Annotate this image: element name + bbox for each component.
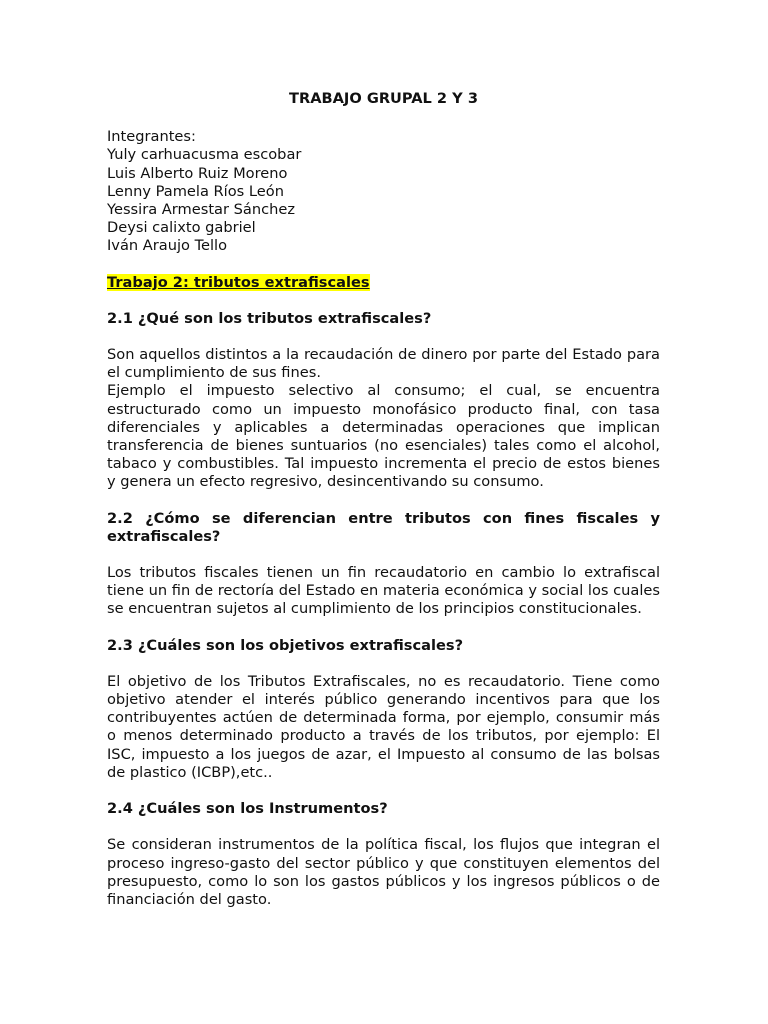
question-heading: 2.3 ¿Cuáles son los objetivos extrafiscales?: [107, 636, 464, 654]
answer-paragraph: Los tributos fiscales tienen un fin recaudatorio en cambio lo extrafiscal tiene un fin de rectoría del Estado en materia económica y social los cuales se encuentran sujetos al cumplimiento de los principios constitucionales.: [107, 564, 660, 618]
answer-paragraph: El objetivo de los Tributos Extrafiscales, no es recaudatorio. Tiene como objetivo atender el interés público generando incentivos para que los contribuyentes actúen de determinada forma, por ejemplo, consumir más o menos determinado producto a través de los tributos, por ejemplo: El ISC, impuesto a los juegos de azar, el Impuesto al consumo de las bolsas de plastico (ICBP),etc..: [107, 672, 660, 781]
answer-paragraph: Se consideran instrumentos de la política fiscal, los flujos que integran el proceso ingreso-gasto del sector público y que constituyen elementos del presupuesto, como lo son los gastos públicos y los ingresos públicos o de financiación del gasto.: [107, 836, 660, 908]
question-block-2-3: [107, 637, 660, 782]
members-list: [107, 128, 660, 255]
section-heading: [107, 274, 660, 292]
document-title: TRABAJO GRUPAL 2 Y 3: [289, 90, 478, 107]
question-block-2-1: [107, 310, 660, 492]
document-page: [107, 90, 660, 927]
member-name: Yessira Armestar Sánchez: [107, 201, 295, 219]
member-name: Iván Araujo Tello: [107, 237, 228, 255]
member-name: Deysi calixto gabriel: [107, 219, 256, 237]
section-heading-text: Trabajo 2: tributos extrafiscales: [107, 273, 370, 291]
question-heading: 2.1 ¿Qué son los tributos extrafiscales?: [107, 309, 432, 327]
question-block-2-2: [107, 510, 660, 619]
member-name: Luis Alberto Ruiz Moreno: [107, 164, 288, 182]
question-heading: 2.4 ¿Cuáles son los Instrumentos?: [107, 800, 388, 818]
member-name: Yuly carhuacusma escobar: [107, 146, 302, 164]
member-name: Lenny Pamela Ríos León: [107, 182, 284, 200]
question-block-2-4: [107, 800, 660, 909]
members-label: Integrantes:: [107, 128, 196, 146]
question-heading: 2.2 ¿Cómo se diferencian entre tributos con fines fiscales y extrafiscales?: [107, 509, 660, 545]
answer-paragraph: Son aquellos distintos a la recaudación de dinero por parte del Estado para el cumplimiento de sus fines.: [107, 346, 660, 382]
answer-paragraph: Ejemplo el impuesto selectivo al consumo; el cual, se encuentra estructurado como un impuesto monofásico producto final, con tasa diferenciales y aplicables a determinadas operaciones que implican transferencia de bienes suntuarios (no esenciales) tales como el alcohol, tabaco y combustibles. Tal impuesto incrementa el precio de estos bienes y genera un efecto regresivo, desincentivando su consumo.: [107, 382, 660, 491]
